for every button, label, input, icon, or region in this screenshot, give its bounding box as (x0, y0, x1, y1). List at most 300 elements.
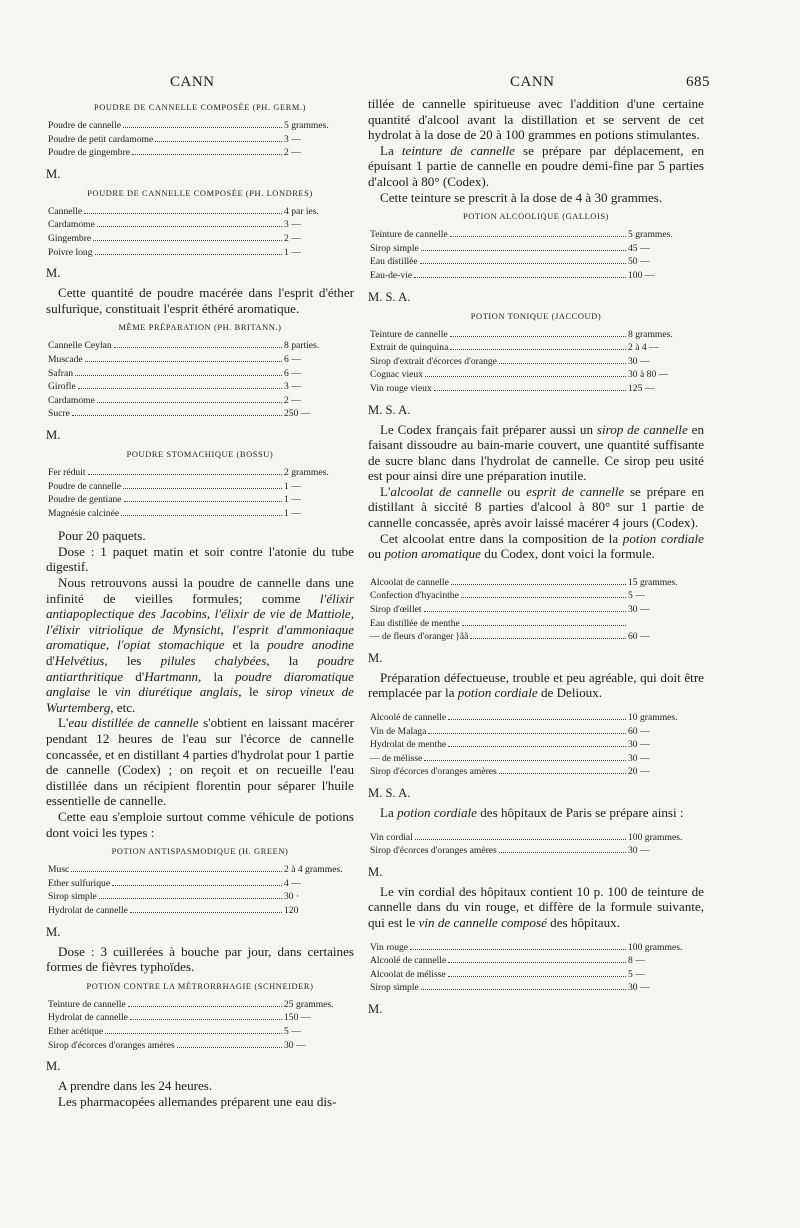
leader-dots (155, 133, 282, 142)
text-run: Le vin cordial des hôpitaux contient 10 p. 100 de teinture de cannelle dans du vin rouge, et diffère de la formule suivante, qui est le (368, 883, 704, 930)
paragraph (368, 531, 704, 562)
recipe-row (370, 738, 704, 752)
text-run: , la (266, 653, 318, 669)
ingredient-name: Eau distillée (370, 256, 418, 268)
leader-dots (462, 617, 626, 626)
recipe-row (370, 269, 704, 283)
ingredient-quantity: 5 grammes. (284, 120, 329, 131)
leader-dots (71, 863, 282, 872)
leader-dots (450, 328, 626, 337)
ingredient-quantity: 30 — (628, 982, 650, 994)
ingredient-quantity: 8 grammes. (628, 328, 673, 340)
ingredient-name: Sucre (48, 408, 70, 420)
italic-run: Helvétius (54, 653, 105, 669)
text-run: en faisant dissoudre au bain-marie couvert, une quantité suffisante de sucre blanc dans l'hydrolat de cannelle. Ce sirop peu usité est pour ainsi dire une préparation inutile. (368, 421, 704, 484)
recipe-list (48, 339, 354, 421)
leader-dots (499, 765, 626, 774)
recipe-list (370, 576, 704, 644)
ingredient-name: Teinture de cannelle (370, 229, 448, 241)
ingredient-quantity: 8 parties. (284, 340, 320, 352)
ingredient-name: Poudre de gentiane (48, 494, 122, 506)
ingredient-name: Alcoolat de cannelle (370, 576, 449, 588)
ingredient-quantity: 6 — (284, 353, 301, 365)
recipe-row (48, 507, 354, 521)
recipe-mark: M. S. A. (368, 289, 411, 304)
paragraph (368, 884, 704, 931)
leader-dots (112, 877, 282, 886)
leader-dots (93, 232, 282, 241)
ingredient-name: Sirop simple (370, 982, 419, 994)
leader-dots (434, 382, 626, 391)
recipe-row (48, 904, 354, 918)
ingredient-name: Alcoolat de mélisse (370, 968, 446, 980)
leader-dots (97, 218, 282, 227)
ingredient-quantity: 30 — (628, 752, 650, 764)
ingredient-name: — de mélisse (370, 752, 423, 764)
ingredient-quantity: 2 grammes. (284, 466, 329, 478)
paragraph (368, 484, 704, 531)
leader-dots (415, 831, 626, 840)
brace-glyph: } (455, 631, 460, 642)
ingredient-name: Poivre long (48, 246, 93, 258)
italic-run: vin diurétique anglais (114, 684, 239, 700)
recipe-row (370, 576, 704, 590)
leader-dots (177, 1039, 282, 1048)
recipe-mark: M. (368, 1001, 383, 1016)
italic-run: pilules chalybées (160, 653, 267, 669)
recipe-row (48, 394, 354, 408)
ingredient-quantity: 10 grammes. (628, 712, 678, 723)
text-run: se prépare par déplacement, en épuisant 1 partie de cannelle en poudre demi-fine par 5 parties d'alcool à 80° (Codex). (368, 142, 704, 189)
italic-run: l'opiat stomachique (117, 637, 225, 653)
ana-mark: ãã (459, 631, 469, 643)
recipe-row (370, 725, 704, 739)
recipe-row (370, 941, 704, 955)
ingredient-name: Gingembre (48, 232, 92, 244)
text-run: , (105, 637, 118, 653)
paragraph (368, 670, 704, 701)
ingredient-quantity: 1 — (284, 246, 301, 258)
recipe-title: POTION ALCOOLIQUE (GALLOIS) (463, 212, 609, 222)
paragraph: Dose : 3 cuillerées à bouche par jour, dans certaines formes de fièvres typhoïdes. (46, 943, 354, 975)
text-run: Le Codex français fait préparer aussi un (380, 421, 597, 437)
leader-dots (448, 738, 626, 747)
italic-run: poudre antiarthritique (46, 653, 355, 684)
italic-run: l'élixir antiapoplectique des Jacobins (46, 590, 354, 622)
ingredient-name: Extrait de quinquina (370, 342, 449, 354)
recipe-row (370, 382, 704, 396)
ingredient-name: Eau-de-vie (370, 269, 413, 281)
leader-dots (451, 576, 626, 585)
page-number: 685 (686, 74, 710, 90)
ingredient-quantity: 30 — (628, 355, 650, 367)
ingredient-quantity: 4 — (284, 877, 301, 889)
recipe-row (48, 1039, 354, 1053)
leader-dots (123, 480, 282, 489)
recipe-row (48, 407, 354, 421)
ingredient-name: Hydrolat de cannelle (48, 1012, 128, 1024)
ingredient-name: Alcoolé de cannelle (370, 955, 447, 967)
ingredient-name: Confection d'hyacinthe (370, 590, 459, 602)
text-run: , (206, 606, 215, 622)
ingredient-quantity: 150 — (284, 1012, 311, 1024)
leader-dots (72, 407, 282, 416)
recipe-title: POTION TONIQUE (JACCOUD) (470, 311, 602, 321)
recipe-list (370, 228, 704, 282)
leader-dots (425, 368, 626, 377)
ingredient-name: Sirop d'extrait d'écorces d'orange (370, 355, 497, 367)
ingredient-name: Hydrolat de menthe (370, 739, 447, 751)
ingredient-name: Sirop d'écorces d'oranges amères (370, 766, 497, 778)
ingredient-quantity: 30 — (628, 845, 650, 857)
text-run: L' (58, 715, 69, 731)
ingredient-quantity: 30 — (628, 604, 650, 616)
ingredient-quantity: 5 — (628, 968, 645, 980)
recipe-row (48, 232, 354, 246)
leader-dots (414, 269, 626, 278)
ingredient-quantity: 6 — (284, 367, 301, 379)
ingredient-name: Cannelle (48, 205, 83, 217)
ingredient-quantity: 100 — (628, 269, 655, 281)
italic-run: poudre diaromatique anglaise (46, 668, 354, 700)
leader-dots (470, 630, 626, 639)
ingredient-quantity: 30 — (284, 1039, 306, 1051)
recipe-row (48, 380, 354, 394)
recipe-list (370, 831, 704, 858)
leader-dots (78, 380, 282, 389)
text-run: et la (224, 637, 268, 653)
recipe-row (370, 242, 704, 256)
italic-run: poudre anodine (267, 637, 354, 653)
ingredient-name: Poudre de petit cardamome (48, 133, 154, 145)
ingredient-name: Magnésie calcinée (48, 507, 120, 519)
leader-dots (448, 954, 626, 963)
paragraph: Cette quantité de poudre macérée dans l'esprit d'éther sulfurique, constituait l'esprit éthéré aromatique. (46, 285, 354, 316)
recipe-row (48, 1025, 354, 1039)
ingredient-name: Poudre de cannelle (48, 480, 121, 492)
leader-dots (461, 589, 626, 598)
ingredient-name: Poudre de cannelle (48, 120, 121, 131)
ingredient-name: Safran (48, 367, 74, 379)
recipe-mark: M. (368, 864, 383, 879)
text-run: d' (46, 653, 55, 669)
italic-run: potion aromatique (384, 546, 481, 562)
leader-dots (97, 394, 282, 403)
recipe-title: POUDRE DE CANNELLE COMPOSÉE (PH. GERM.) (93, 103, 307, 112)
ingredient-name: Vin de Malaga (370, 725, 427, 737)
recipe-list (48, 466, 354, 520)
paragraph (368, 422, 704, 484)
recipe-row (48, 1011, 354, 1025)
italic-run: l'élixir vitriolique de Mynsicht (46, 621, 221, 637)
leader-dots (420, 255, 626, 264)
leader-dots (499, 355, 626, 364)
paragraph (368, 805, 704, 821)
recipe-list (48, 205, 354, 259)
recipe-row (48, 367, 354, 381)
ingredient-name: Cardamome (48, 219, 95, 231)
ingredient-quantity: 30 — (628, 739, 650, 751)
ingredient-name: Muscade (48, 353, 83, 365)
leader-dots (410, 941, 626, 950)
ingredient-name: Poudre de gingembre (48, 147, 131, 159)
text-run: , etc. (110, 699, 136, 715)
paragraph (46, 715, 354, 809)
recipe-row (370, 954, 704, 968)
ingredient-quantity: 30 · (284, 891, 300, 903)
leader-dots (132, 146, 282, 155)
recipe-row (48, 146, 354, 160)
leader-dots (95, 246, 282, 255)
ingredient-name: Teinture de cannelle (48, 998, 126, 1010)
ingredient-name: Cognac vieux (370, 369, 424, 381)
recipe-row (370, 752, 704, 766)
ingredient-name: Sirop simple (370, 242, 419, 254)
recipe-mark: M. S. A. (368, 785, 411, 800)
ingredient-quantity: 5 — (628, 590, 645, 602)
recipe-row (370, 630, 704, 644)
text-run: ou (501, 483, 527, 499)
recipe-row (48, 205, 354, 219)
recipe-list (48, 998, 354, 1052)
ingredient-quantity: 20 — (628, 766, 650, 778)
paragraph: A prendre dans les 24 heures. (58, 1078, 213, 1094)
recipe-row (370, 968, 704, 982)
recipe-row (370, 603, 704, 617)
ingredient-quantity: 45 — (628, 242, 650, 254)
ingredient-name: Alcoolé de cannelle (370, 712, 447, 723)
ingredient-quantity: 100 grammes. (628, 831, 683, 843)
recipe-row (370, 765, 704, 779)
ingredient-quantity: 2 — (284, 147, 301, 159)
text-run: Préparation défectueuse, trouble et peu agréable, qui doit être remplacée par la (368, 669, 704, 701)
ingredient-name: Musc (48, 864, 70, 876)
recipe-row (48, 246, 354, 260)
left-column (46, 96, 354, 1109)
leader-dots (124, 493, 282, 502)
leader-dots (424, 752, 626, 761)
italic-run: sirop vineux de Wurtemberg (46, 684, 354, 715)
recipe-list (370, 328, 704, 396)
ingredient-quantity: 50 — (628, 256, 650, 268)
recipe-row (48, 339, 354, 353)
running-head-left: CANN (170, 74, 215, 90)
text-run: des hôpitaux. (546, 914, 620, 930)
text-run: Cet alcoolat entre dans la composition de la (380, 530, 623, 546)
ingredient-quantity: 100 grammes. (628, 941, 683, 953)
recipe-row (48, 353, 354, 367)
paragraph: Cette eau s'emploie surtout comme véhicule de potions dont voici les types : (46, 808, 354, 840)
paragraph: Dose : 1 paquet matin et soir contre l'atonie du tube digestif. (46, 543, 354, 575)
italic-run: sirop de cannelle (596, 421, 688, 437)
text-run: L' (380, 483, 391, 499)
leader-dots (75, 367, 282, 376)
recipe-row (48, 119, 354, 133)
ingredient-quantity: 5 — (284, 1025, 301, 1037)
ingredient-quantity: 2 à 4 grammes. (284, 864, 343, 876)
paragraph: tillée de cannelle spiritueuse avec l'addition d'une certaine quantité d'alcool avant la distillation et se servent de cet hydrolat à la dose de 20 à 100 grammes en potions stimulantes. (368, 96, 704, 143)
ingredient-quantity: 3 — (284, 381, 301, 393)
recipe-row (370, 844, 704, 858)
ingredient-quantity: 2 — (284, 394, 301, 406)
recipe-title: POUDRE STOMACHIQUE (BOSSU) (126, 449, 274, 459)
recipe-list (370, 711, 704, 779)
running-head-right: CANN (510, 74, 555, 90)
ingredient-name: Eau distillée de menthe (370, 617, 460, 629)
recipe-row (370, 589, 704, 603)
italic-run: vin de cannelle composé (418, 914, 547, 930)
italic-run: alcoolat de cannelle (390, 483, 502, 499)
recipe-title: POTION CONTRE LA MÉTRORRHAGIE (SCHNEIDER) (86, 981, 314, 991)
ingredient-quantity: 3 — (284, 133, 301, 145)
leader-dots (130, 1011, 282, 1020)
text-run: , la (198, 668, 236, 684)
recipe-list (370, 941, 704, 995)
italic-run: potion cordiale (397, 804, 477, 820)
italic-run: l'esprit d'ammoniaque aromatique (46, 621, 355, 653)
leader-dots (448, 968, 626, 977)
ingredient-quantity: 4 par ies. (284, 205, 319, 217)
recipe-row (370, 617, 704, 631)
ingredient-name: Ether acétique (48, 1025, 104, 1037)
recipe-row (370, 328, 704, 342)
ingredient-name: — de fleurs d'oranger (370, 631, 454, 643)
leader-dots (428, 725, 626, 734)
paragraph (368, 143, 704, 190)
leader-dots (85, 353, 282, 362)
ingredient-quantity: 125 — (628, 382, 655, 394)
text-run: La (380, 804, 398, 820)
ingredient-name: Ether sulfurique (48, 877, 111, 889)
ingredient-name: Vin rouge (370, 941, 409, 953)
ingredient-quantity: 60 — (628, 631, 650, 643)
recipe-row (48, 466, 354, 480)
ingredient-quantity: 60 — (628, 725, 650, 737)
text-run: , le (238, 684, 267, 700)
ingredient-name: Hydrolat de cannelle (48, 904, 128, 916)
right-column (368, 96, 704, 1021)
leader-dots (84, 205, 282, 214)
recipe-row (48, 877, 354, 891)
italic-run: teinture de cannelle (401, 142, 515, 158)
leader-dots (424, 603, 626, 612)
paragraph: Pour 20 paquets. (58, 528, 146, 544)
ingredient-name: Vin rouge vieux (370, 382, 432, 394)
recipe-row (370, 255, 704, 269)
text-run: s'obtient en laissant macérer pendant 12 heures de l'eau sur l'écorce de cannelle concassée, et en distillant 4 parties d'hydrolat pour 1 partie de cannelle (Codex) ; on reçoit et on recueille l'eau distillée dans un récipient florentin pour séparer l'huile essentielle de cannelle. (46, 715, 355, 809)
recipe-list (48, 863, 354, 917)
ingredient-quantity: 3 — (284, 219, 301, 231)
recipe-row (48, 890, 354, 904)
leader-dots (499, 844, 626, 853)
recipe-row (370, 341, 704, 355)
leader-dots (450, 341, 626, 350)
recipe-title: POTION ANTISPASMODIQUE (H. GREEN) (111, 847, 289, 857)
italic-run: Hartmann (144, 668, 199, 684)
recipe-row (48, 133, 354, 147)
ingredient-name: Sirop d'œillet (370, 604, 422, 616)
ingredient-quantity: 1 — (284, 494, 301, 506)
text-run: se prépare en distillant à siccité 8 parties d'alcool à 80° sur 1 partie de cannelle concassée, après avoir laissé macérer 4 jours (Codex). (368, 483, 705, 531)
recipe-row (370, 831, 704, 845)
text-run: Nous retrouvons aussi la poudre de cannelle dans une infinité de vieilles formules; comme (46, 575, 354, 606)
recipe-row (48, 493, 354, 507)
text-run: , les (104, 653, 161, 669)
ingredient-quantity: 1 — (284, 480, 301, 492)
recipe-row (370, 355, 704, 369)
recipe-mark: M. (46, 924, 61, 939)
ingredient-quantity: 1 — (284, 507, 301, 519)
italic-run: eau distillée de cannelle (68, 715, 199, 731)
recipe-title: MÊME PRÉPARATION (PH. BRITANN.) (118, 323, 282, 333)
italic-run: l'élixir de vie de Mattiole (214, 606, 351, 622)
recipe-title: POUDRE DE CANNELLE COMPOSÉE (PH. LONDRES) (87, 188, 313, 198)
ingredient-quantity: 5 grammes. (628, 229, 673, 241)
recipe-row (370, 368, 704, 382)
recipe-row (370, 981, 704, 995)
leader-dots (421, 242, 626, 251)
leader-dots (128, 998, 282, 1007)
paragraph: Les pharmacopées allemandes préparent une eau dis- (58, 1093, 337, 1109)
ingredient-name: Cardamome (48, 394, 95, 406)
paragraph (46, 575, 354, 715)
leader-dots (88, 466, 282, 475)
text-run: , (220, 621, 233, 637)
ingredient-quantity: 250 — (284, 408, 311, 420)
leader-dots (105, 1025, 282, 1034)
leader-dots (448, 711, 626, 720)
ingredient-name: Fer réduit (48, 466, 86, 478)
text-run: ou (368, 546, 385, 562)
leader-dots (130, 904, 282, 913)
recipe-mark: M. (46, 166, 61, 181)
recipe-mark: M. (368, 650, 383, 665)
recipe-row (370, 711, 704, 725)
text-run: , (350, 606, 355, 622)
text-run: d' (123, 668, 145, 684)
recipe-row (48, 480, 354, 494)
recipe-list (48, 119, 354, 160)
leader-dots (99, 890, 282, 899)
text-run: du Codex, dont voici la formule. (481, 546, 655, 562)
recipe-row (48, 998, 354, 1012)
ingredient-name: Girofle (48, 381, 76, 393)
recipe-row (370, 228, 704, 242)
ingredient-quantity: 30 à 80 — (628, 369, 669, 381)
recipe-mark: M. (46, 266, 61, 281)
leader-dots (421, 981, 626, 990)
recipe-mark: M. S. A. (368, 402, 411, 417)
italic-run: potion cordiale (622, 530, 704, 546)
ingredient-name: Sirop d'écorces d'oranges amères (48, 1039, 175, 1051)
ingredient-name: Sirop simple (48, 891, 97, 903)
leader-dots (450, 228, 626, 237)
text-run: de Delioux. (537, 685, 603, 701)
ingredient-quantity: 120 (284, 904, 299, 916)
ingredient-name: Vin cordial (370, 831, 413, 843)
ingredient-name: Sirop d'écorces d'oranges amères (370, 845, 497, 857)
recipe-row (48, 218, 354, 232)
recipe-row (48, 863, 354, 877)
ingredient-name: Teinture de cannelle (370, 328, 448, 340)
recipe-mark: M. (46, 1059, 61, 1074)
ingredient-name: Cannelle Ceylan (48, 340, 112, 352)
leader-dots (123, 119, 282, 128)
ingredient-quantity: 15 grammes. (628, 576, 678, 588)
paragraph: Cette teinture se prescrit à la dose de 4 à 30 grammes. (380, 189, 663, 205)
leader-dots (121, 507, 282, 516)
italic-run: potion cordiale (457, 685, 538, 701)
